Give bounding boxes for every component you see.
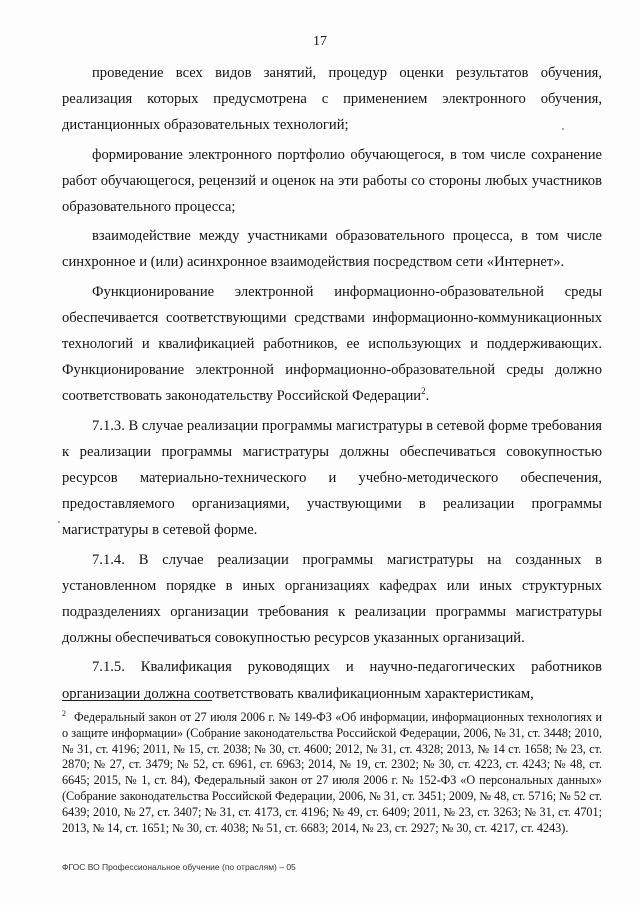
page-number: 17 (313, 34, 327, 49)
footnote-text: Федеральный закон от 27 июля 2006 г. № 149-ФЗ «Об информации, информационных технологиях и о защите информации» (Собрание законодательства Российской Федерации, 2006, № 31, ст. 3448; 2010, № 31, ст. 4196; 2011, № 15, ст. 2038; № 30, ст. 4600; 2012, № 31, ст. 4328; 2013, № 14 ст. 1658; № 23, ст. 2870; № 27, ст. 3479; № 52, ст. 6961, ст. 6963; 2014, № 19, ст. 2302; № 30, ст. 4223, ст. 4243; № 48, ст. 6645; 2015, № 1, ст. 84), Федеральный закон от 27 июля 2006 г. № 152-ФЗ «О персональных данных» (Собрание законодательства Российской Федерации, 2006, № 31, ст. 3451; 2009, № 48, ст. 5716; № 52 ст. 6439; 2010, № 27, ст. 3407; № 31, ст. 4173, ст. 4196; № 49, ст. 6409; 2011, № 23, ст. 3263; № 31, ст. 4701; 2013, № 14, ст. 1651; № 30, ст. 4038; № 51, ст. 6683; 2014, № 23, ст. 2927; № 30, ст. 4217, ст. 4243). (62, 710, 602, 835)
paragraph-3: взаимодействие между участниками образовательного процесса, в том числе синхронное и (или) асинхронное взаимодействия посредством сети «Интернет». (62, 228, 602, 271)
footnote-reference[interactable]: 2 (421, 386, 426, 397)
paragraph-7-1-3: 7.1.3. В случае реализации программы магистратуры в сетевой форме требования к реализации программы магистратуры должны обеспечиваться совокупностью ресурсов материально-технического и учебно-методического обеспечения, предоставляемого организациями, участвующими в реализации программы магистратуры в сетевой форме. (62, 417, 602, 539)
paragraph-7-1-5: 7.1.5. Квалификация руководящих и научно-педагогических работников организации должна соответствовать квалификационным характеристикам, (62, 659, 602, 702)
footnote-marker: 2 (62, 708, 66, 718)
paragraph-2: формирование электронного портфолио обучающегося, в том числе сохранение работ обучающегося, рецензий и оценок на эти работы со стороны любых участников образовательного процесса; (62, 146, 602, 216)
footnote (62, 710, 602, 836)
footnote-divider (62, 700, 212, 701)
paragraph-4-period: . (425, 388, 430, 405)
paragraph-1: проведение всех видов занятий, процедур оценки результатов обучения, реализация которых предусмотрена с применением электронного обучения, дистанционных образовательных технологий; (62, 65, 602, 134)
scan-speck (562, 128, 564, 130)
body-text (62, 60, 602, 710)
paragraph-4 (62, 279, 602, 410)
scan-speck (58, 521, 60, 523)
paragraph-7-1-4: 7.1.4. В случае реализации программы магистратуры на созданных в установленном порядке в иных организациях кафедрах или иных структурных подразделениях организации требования к реализации программы магистратуры должны обеспечиваться совокупностью ресурсов указанных организаций. (62, 551, 602, 647)
document-footer: ФГОС ВО Профессиональное обучение (по отраслям) – 05 (62, 862, 296, 872)
paragraph-4-text: Функционирование электронной информационно-образовательной среды обеспечивается соответствующими средствами информационно-коммуникационных технологий и квалификацией работников, ее использующих и поддерживающих. Функционирование электронной информационно-образовательной среды должно соответствовать законодательству Российской Федерации (62, 283, 602, 405)
